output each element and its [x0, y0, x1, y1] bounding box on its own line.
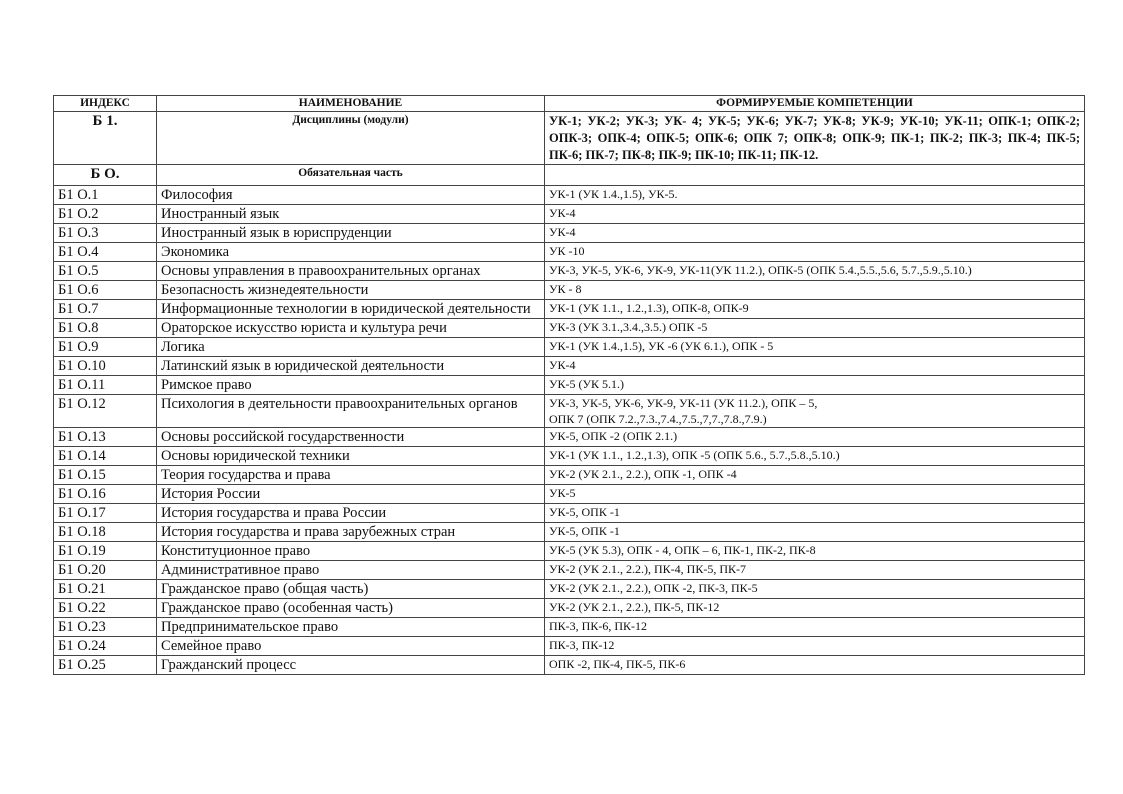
- competencies-line: УК-5 (УК 5.3), ОПК - 4, ОПК – 6, ПК-1, ПК-2, ПК-8: [549, 543, 816, 557]
- table-row: [54, 243, 1085, 262]
- discipline-index: Б1 О.1: [54, 186, 157, 205]
- competencies-line: УК-5, ОПК -1: [549, 505, 620, 519]
- discipline-competencies: [545, 338, 1085, 357]
- table-row: [54, 262, 1085, 281]
- header-name: НАИМЕНОВАНИЕ: [157, 96, 545, 112]
- discipline-index: Б1 О.3: [54, 224, 157, 243]
- discipline-name: Административное право: [157, 561, 545, 580]
- discipline-index: Б1 О.17: [54, 504, 157, 523]
- discipline-index: Б1 О.19: [54, 542, 157, 561]
- table-row: [54, 300, 1085, 319]
- competencies-line: УК-5 (УК 5.1.): [549, 377, 624, 391]
- table-row: [54, 281, 1085, 300]
- competencies-line: УК-1 (УК 1.4.,1.5), УК -6 (УК 6.1.), ОПК - 5: [549, 339, 774, 353]
- discipline-competencies: [545, 618, 1085, 637]
- table-row: [54, 338, 1085, 357]
- competencies-line: УК-3, УК-5, УК-6, УК-9, УК-11 (УК 11.2.), ОПК – 5,: [549, 396, 818, 410]
- discipline-name: Экономика: [157, 243, 545, 262]
- section-index: Б О.: [54, 165, 157, 186]
- discipline-name: Основы юридической техники: [157, 447, 545, 466]
- discipline-name: Философия: [157, 186, 545, 205]
- discipline-name: История государства и права России: [157, 504, 545, 523]
- discipline-competencies: [545, 428, 1085, 447]
- discipline-index: Б1 О.10: [54, 357, 157, 376]
- competencies-line: УК - 8: [549, 282, 582, 296]
- discipline-index: Б1 О.12: [54, 395, 157, 428]
- discipline-index: Б1 О.13: [54, 428, 157, 447]
- discipline-name: Римское право: [157, 376, 545, 395]
- table-row: [54, 205, 1085, 224]
- discipline-index: Б1 О.21: [54, 580, 157, 599]
- table-row: [54, 447, 1085, 466]
- discipline-index: Б1 О.4: [54, 243, 157, 262]
- discipline-name: Теория государства и права: [157, 466, 545, 485]
- table-row: [54, 580, 1085, 599]
- discipline-competencies: [545, 186, 1085, 205]
- header-competencies: ФОРМИРУЕМЫЕ КОМПЕТЕНЦИИ: [545, 96, 1085, 112]
- discipline-name: Гражданский процесс: [157, 656, 545, 675]
- section-competencies: [545, 165, 1085, 186]
- table-row: [54, 656, 1085, 675]
- table-row: [54, 357, 1085, 376]
- competencies-line: УК-4: [549, 358, 576, 372]
- table-row: [54, 395, 1085, 428]
- table-row: [54, 428, 1085, 447]
- discipline-index: Б1 О.23: [54, 618, 157, 637]
- table-row: [54, 618, 1085, 637]
- discipline-name: Основы управления в правоохранительных органах: [157, 262, 545, 281]
- competencies-line: ПК-3, ПК-6, ПК-12: [549, 619, 647, 633]
- discipline-name: Психология в деятельности правоохранительных органов: [157, 395, 545, 428]
- section-index: Б 1.: [54, 112, 157, 165]
- table-row: [54, 224, 1085, 243]
- table-row: [54, 542, 1085, 561]
- discipline-competencies: [545, 599, 1085, 618]
- section-name: Обязательная часть: [157, 165, 545, 186]
- table-row: [54, 186, 1085, 205]
- discipline-competencies: [545, 466, 1085, 485]
- discipline-name: Безопасность жизнедеятельности: [157, 281, 545, 300]
- competencies-line: УК-2 (УК 2.1., 2.2.), ПК-5, ПК-12: [549, 600, 720, 614]
- discipline-index: Б1 О.22: [54, 599, 157, 618]
- header-row: [54, 96, 1085, 112]
- discipline-index: Б1 О.9: [54, 338, 157, 357]
- discipline-name: Иностранный язык в юриспруденции: [157, 224, 545, 243]
- table-row: [54, 561, 1085, 580]
- discipline-name: Конституционное право: [157, 542, 545, 561]
- section-row-b1: [54, 112, 1085, 165]
- discipline-competencies: [545, 447, 1085, 466]
- table-row: [54, 376, 1085, 395]
- table-row: [54, 485, 1085, 504]
- competencies-line: УК-2 (УК 2.1., 2.2.), ОПК -2, ПК-3, ПК-5: [549, 581, 758, 595]
- discipline-competencies: [545, 205, 1085, 224]
- discipline-index: Б1 О.16: [54, 485, 157, 504]
- discipline-index: Б1 О.14: [54, 447, 157, 466]
- competencies-line: ОПК -2, ПК-4, ПК-5, ПК-6: [549, 657, 686, 671]
- table-row: [54, 319, 1085, 338]
- discipline-competencies: [545, 395, 1085, 428]
- competencies-line: УК -10: [549, 244, 585, 258]
- competencies-line: УК-5, ОПК -2 (ОПК 2.1.): [549, 429, 678, 443]
- competencies-line: УК-3, УК-5, УК-6, УК-9, УК-11(УК 11.2.), ОПК-5 (ОПК 5.4.,5.5.,5.6, 5.7.,5.9.,5.10.): [549, 263, 972, 277]
- section-competencies: УК-1; УК-2; УК-3; УК- 4; УК-5; УК-6; УК-7; УК-8; УК-9; УК-10; УК-11; ОПК-1; ОПК-2; ОПК-3; ОПК-4; ОПК-5; ОПК-6; ОПК 7; ОПК-8; ОПК-9; ПК-1; ПК-2; ПК-3; ПК-4; ПК-5; ПК-6; ПК-7; ПК-8; ПК-9; ПК-10; ПК-11; ПК-12.: [545, 112, 1085, 165]
- discipline-name: Гражданское право (общая часть): [157, 580, 545, 599]
- discipline-index: Б1 О.15: [54, 466, 157, 485]
- discipline-name: Основы российской государственности: [157, 428, 545, 447]
- competencies-line: УК-1 (УК 1.1., 1.2.,1.3), ОПК-8, ОПК-9: [549, 301, 749, 315]
- table-row: [54, 504, 1085, 523]
- competencies-line: ОПК 7 (ОПК 7.2.,7.3.,7.4.,7.5.,7,7.,7.8.,7.9.): [549, 412, 767, 426]
- competencies-line: УК-3 (УК 3.1.,3.4.,3.5.) ОПК -5: [549, 320, 708, 334]
- discipline-name: Предпринимательское право: [157, 618, 545, 637]
- discipline-competencies: [545, 281, 1085, 300]
- discipline-index: Б1 О.2: [54, 205, 157, 224]
- discipline-name: Гражданское право (особенная часть): [157, 599, 545, 618]
- competencies-line: УК-1 (УК 1.4.,1.5), УК-5.: [549, 187, 678, 201]
- competencies-line: УК-4: [549, 206, 576, 220]
- discipline-competencies: [545, 319, 1085, 338]
- discipline-index: Б1 О.5: [54, 262, 157, 281]
- competencies-line: ПК-3, ПК-12: [549, 638, 615, 652]
- table-row: [54, 599, 1085, 618]
- discipline-competencies: [545, 224, 1085, 243]
- discipline-index: Б1 О.7: [54, 300, 157, 319]
- discipline-competencies: [545, 561, 1085, 580]
- discipline-competencies: [545, 243, 1085, 262]
- discipline-competencies: [545, 580, 1085, 599]
- competencies-line: УК-1 (УК 1.1., 1.2.,1.3), ОПК -5 (ОПК 5.6., 5.7.,5.8.,5.10.): [549, 448, 840, 462]
- discipline-competencies: [545, 523, 1085, 542]
- discipline-index: Б1 О.25: [54, 656, 157, 675]
- discipline-index: Б1 О.18: [54, 523, 157, 542]
- competencies-line: УК-2 (УК 2.1., 2.2.), ПК-4, ПК-5, ПК-7: [549, 562, 746, 576]
- discipline-name: Ораторское искусство юриста и культура речи: [157, 319, 545, 338]
- table-row: [54, 637, 1085, 656]
- section-name: Дисциплины (модули): [157, 112, 545, 165]
- header-index: ИНДЕКС: [54, 96, 157, 112]
- discipline-competencies: [545, 376, 1085, 395]
- discipline-competencies: [545, 485, 1085, 504]
- discipline-competencies: [545, 504, 1085, 523]
- discipline-index: Б1 О.6: [54, 281, 157, 300]
- competencies-line: УК-4: [549, 225, 576, 239]
- discipline-name: Логика: [157, 338, 545, 357]
- discipline-index: Б1 О.8: [54, 319, 157, 338]
- curriculum-table: [53, 95, 1085, 675]
- discipline-name: Информационные технологии в юридической деятельности: [157, 300, 545, 319]
- competencies-line: УК-5: [549, 486, 576, 500]
- discipline-index: Б1 О.24: [54, 637, 157, 656]
- table-row: [54, 523, 1085, 542]
- competencies-line: УК-5, ОПК -1: [549, 524, 620, 538]
- discipline-competencies: [545, 542, 1085, 561]
- discipline-name: Иностранный язык: [157, 205, 545, 224]
- discipline-name: История государства и права зарубежных стран: [157, 523, 545, 542]
- discipline-name: История России: [157, 485, 545, 504]
- discipline-competencies: [545, 637, 1085, 656]
- discipline-name: Латинский язык в юридической деятельности: [157, 357, 545, 376]
- discipline-index: Б1 О.20: [54, 561, 157, 580]
- table-row: [54, 466, 1085, 485]
- discipline-competencies: [545, 357, 1085, 376]
- discipline-competencies: [545, 262, 1085, 281]
- discipline-index: Б1 О.11: [54, 376, 157, 395]
- discipline-competencies: [545, 300, 1085, 319]
- discipline-name: Семейное право: [157, 637, 545, 656]
- competencies-line: УК-2 (УК 2.1., 2.2.), ОПК -1, ОПК -4: [549, 467, 737, 481]
- discipline-competencies: [545, 656, 1085, 675]
- section-row-bo: [54, 165, 1085, 186]
